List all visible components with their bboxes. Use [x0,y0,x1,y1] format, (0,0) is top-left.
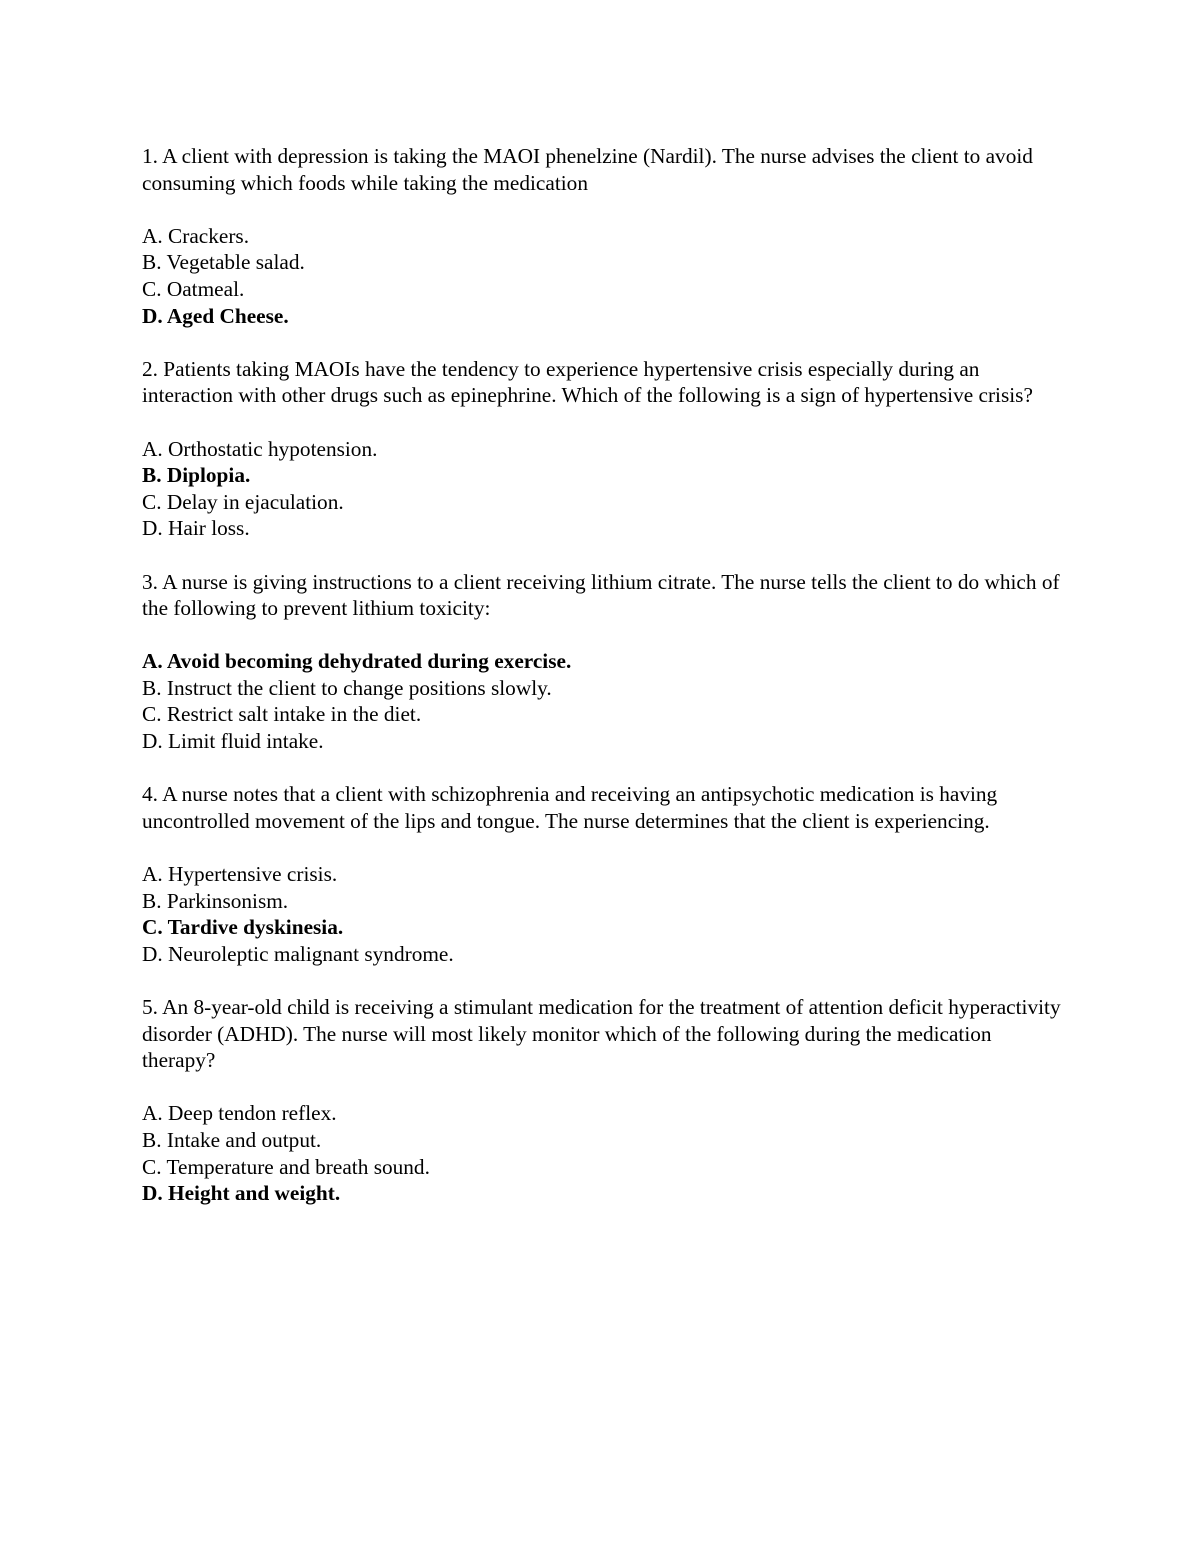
option-list [142,436,1062,542]
question-4 [142,781,1062,967]
question-5 [142,994,1062,1207]
option-b: B. Vegetable salad. [142,250,305,275]
option-b: B. Parkinsonism. [142,888,289,913]
option-a: A. Crackers. [142,223,250,248]
question-stem: 5. An 8-year-old child is receiving a stimulant medication for the treatment of attention deficit hyperactivity disorder (ADHD). The nurse will most likely monitor which of the following during the medication therapy? [142,995,1061,1073]
option-d: D. Aged Cheese. [142,303,289,328]
option-b: B. Diplopia. [142,463,251,488]
question-stem: 1. A client with depression is taking the MAOI phenelzine (Nardil). The nurse advises the client to avoid consuming which foods while taking the medication [142,144,1033,195]
option-c: C. Tardive dyskinesia. [142,915,344,940]
option-d: D. Height and weight. [142,1181,341,1206]
option-b: B. Intake and output. [142,1127,322,1152]
option-a: A. Deep tendon reflex. [142,1101,337,1126]
question-3 [142,569,1062,755]
option-list [142,648,1062,754]
option-a: A. Hypertensive crisis. [142,862,338,887]
option-d: D. Limit fluid intake. [142,729,324,754]
option-c: C. Oatmeal. [142,276,245,301]
option-c: C. Restrict salt intake in the diet. [142,702,422,727]
option-d: D. Hair loss. [142,516,250,541]
option-list [142,223,1062,329]
question-stem: 2. Patients taking MAOIs have the tendency to experience hypertensive crisis especially during an interaction with other drugs such as epinephrine. Which of the following is a sign of hypertensive crisis? [142,356,1033,408]
option-list [142,861,1062,967]
option-d: D. Neuroleptic malignant syndrome. [142,941,454,966]
question-1 [142,143,1062,329]
question-stem: 4. A nurse notes that a client with schizophrenia and receiving an antipsychotic medication is having uncontrolled movement of the lips and tongue. The nurse determines that the client is experiencing. [142,782,998,833]
option-c: C. Temperature and breath sound. [142,1154,430,1179]
option-c: C. Delay in ejaculation. [142,489,344,514]
question-2 [142,356,1062,542]
option-a: A. Avoid becoming dehydrated during exercise. [142,649,572,674]
question-stem: 3. A nurse is giving instructions to a client receiving lithium citrate. The nurse tells the client to do which of the following to prevent lithium toxicity: [142,569,1060,621]
option-list [142,1100,1062,1206]
option-b: B. Instruct the client to change positions slowly. [142,675,552,700]
option-a: A. Orthostatic hypotension. [142,436,378,461]
document-page [142,143,1062,1233]
